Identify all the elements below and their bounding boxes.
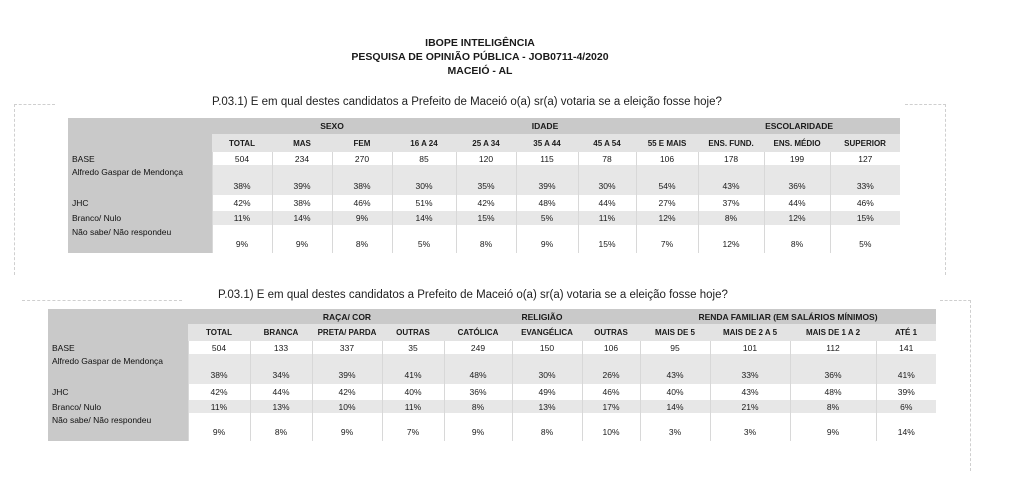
table-cell: 34% bbox=[250, 354, 312, 384]
table-cell: 14% bbox=[272, 211, 332, 225]
table-cell: 6% bbox=[876, 400, 936, 413]
table-row bbox=[48, 341, 936, 354]
column-header: ENS. MÉDIO bbox=[764, 134, 830, 152]
table-cell: 41% bbox=[382, 354, 444, 384]
table-cell: 9% bbox=[790, 413, 876, 441]
table-cell: 44% bbox=[764, 195, 830, 211]
scan-artifact bbox=[940, 300, 971, 471]
table-cell: 8% bbox=[790, 400, 876, 413]
scan-artifact bbox=[14, 104, 55, 275]
table-cell: 95 bbox=[640, 341, 710, 354]
column-header: 25 A 34 bbox=[456, 134, 516, 152]
table-cell: 8% bbox=[698, 211, 764, 225]
table-cell: 11% bbox=[212, 211, 272, 225]
header-line-1: IBOPE INTELIGÊNCIA bbox=[425, 37, 535, 49]
table-row bbox=[48, 384, 936, 400]
table-cell: 8% bbox=[764, 225, 830, 253]
row-label: Alfredo Gaspar de Mendonça bbox=[48, 354, 188, 384]
column-header: 45 A 54 bbox=[578, 134, 636, 152]
table-cell: 5% bbox=[516, 211, 578, 225]
table-cell: 14% bbox=[640, 400, 710, 413]
column-header: FEM bbox=[332, 134, 392, 152]
scan-artifact bbox=[905, 104, 946, 275]
table-cell: 7% bbox=[382, 413, 444, 441]
table-cell: 36% bbox=[790, 354, 876, 384]
table-cell: 115 bbox=[516, 152, 578, 165]
table-cell: 78 bbox=[578, 152, 636, 165]
row-label: Branco/ Nulo bbox=[68, 211, 212, 225]
table-cell: 41% bbox=[876, 354, 936, 384]
table-cell: 39% bbox=[272, 165, 332, 195]
table-cell: 46% bbox=[830, 195, 900, 211]
column-header: SUPERIOR bbox=[830, 134, 900, 152]
table-cell: 39% bbox=[312, 354, 382, 384]
row-label: JHC bbox=[48, 384, 188, 400]
table-cell: 9% bbox=[188, 413, 250, 441]
table-cell: 33% bbox=[710, 354, 790, 384]
table-cell: 12% bbox=[764, 211, 830, 225]
row-label: Alfredo Gaspar de Mendonça bbox=[68, 165, 212, 195]
column-header: OUTRAS bbox=[382, 324, 444, 341]
column-header: 55 E MAIS bbox=[636, 134, 698, 152]
table-cell: 36% bbox=[764, 165, 830, 195]
corner-cell bbox=[68, 118, 212, 152]
crosstab-table-1 bbox=[68, 118, 900, 253]
table-cell: 30% bbox=[578, 165, 636, 195]
table-cell: 9% bbox=[212, 225, 272, 253]
table-cell: 85 bbox=[392, 152, 456, 165]
table-cell: 48% bbox=[444, 354, 512, 384]
table-cell: 42% bbox=[312, 384, 382, 400]
table-cell: 39% bbox=[516, 165, 578, 195]
table-cell: 150 bbox=[512, 341, 582, 354]
table-cell: 46% bbox=[582, 384, 640, 400]
group-header-raca: RAÇA/ COR bbox=[250, 309, 444, 324]
table-cell: 12% bbox=[636, 211, 698, 225]
column-header: MAIS DE 1 A 2 bbox=[790, 324, 876, 341]
table-cell: 504 bbox=[212, 152, 272, 165]
row-label: BASE bbox=[48, 341, 188, 354]
table-cell: 54% bbox=[636, 165, 698, 195]
table-cell: 8% bbox=[332, 225, 392, 253]
column-header: OUTRAS bbox=[582, 324, 640, 341]
table-cell: 40% bbox=[382, 384, 444, 400]
table-cell: 3% bbox=[710, 413, 790, 441]
table-cell: 10% bbox=[312, 400, 382, 413]
row-label: Não sabe/ Não respondeu bbox=[48, 413, 188, 441]
table-cell: 17% bbox=[582, 400, 640, 413]
table-cell: 15% bbox=[578, 225, 636, 253]
table-cell: 337 bbox=[312, 341, 382, 354]
table-cell: 42% bbox=[456, 195, 516, 211]
row-label: Branco/ Nulo bbox=[48, 400, 188, 413]
table-cell: 43% bbox=[710, 384, 790, 400]
group-header-religiao: RELIGIÃO bbox=[444, 309, 640, 324]
table-cell: 13% bbox=[512, 400, 582, 413]
table-cell: 5% bbox=[392, 225, 456, 253]
table-cell: 106 bbox=[636, 152, 698, 165]
table-cell: 178 bbox=[698, 152, 764, 165]
table-cell: 38% bbox=[332, 165, 392, 195]
table-cell: 7% bbox=[636, 225, 698, 253]
table-cell: 21% bbox=[710, 400, 790, 413]
table-cell: 8% bbox=[512, 413, 582, 441]
table-cell: 27% bbox=[636, 195, 698, 211]
table-row bbox=[48, 400, 936, 413]
group-header-empty bbox=[188, 309, 250, 324]
group-header-sexo: SEXO bbox=[272, 118, 392, 134]
table-cell: 141 bbox=[876, 341, 936, 354]
row-label: BASE bbox=[68, 152, 212, 165]
table-row bbox=[48, 413, 936, 441]
table-cell: 8% bbox=[456, 225, 516, 253]
row-label: Não sabe/ Não respondeu bbox=[68, 225, 212, 253]
table-cell: 504 bbox=[188, 341, 250, 354]
table-cell: 13% bbox=[250, 400, 312, 413]
table-cell: 48% bbox=[516, 195, 578, 211]
table-row bbox=[68, 211, 900, 225]
table-cell: 234 bbox=[272, 152, 332, 165]
table-cell: 9% bbox=[516, 225, 578, 253]
column-header: 16 A 24 bbox=[392, 134, 456, 152]
table-cell: 39% bbox=[876, 384, 936, 400]
table-row bbox=[68, 195, 900, 211]
table-cell: 38% bbox=[212, 165, 272, 195]
table-cell: 199 bbox=[764, 152, 830, 165]
table-cell: 11% bbox=[382, 400, 444, 413]
table-cell: 30% bbox=[512, 354, 582, 384]
table-cell: 42% bbox=[212, 195, 272, 211]
question-title-1: P.03.1) E em qual destes candidatos a Prefeito de Maceió o(a) sr(a) votaria se a eleição fosse hoje? bbox=[212, 96, 722, 108]
table-cell: 106 bbox=[582, 341, 640, 354]
scan-artifact bbox=[22, 300, 182, 302]
table-cell: 15% bbox=[456, 211, 516, 225]
header-line-3: MACEIÓ - AL bbox=[447, 65, 513, 77]
table-cell: 5% bbox=[830, 225, 900, 253]
table-cell: 112 bbox=[790, 341, 876, 354]
column-header: EVANGÉLICA bbox=[512, 324, 582, 341]
crosstab-table-2 bbox=[48, 309, 936, 441]
group-header-escolaridade: ESCOLARIDADE bbox=[698, 118, 900, 134]
corner-cell bbox=[48, 309, 188, 341]
table-cell: 11% bbox=[578, 211, 636, 225]
table-cell: 249 bbox=[444, 341, 512, 354]
column-header: MAIS DE 2 A 5 bbox=[710, 324, 790, 341]
table-cell: 43% bbox=[640, 354, 710, 384]
column-header: 35 A 44 bbox=[516, 134, 578, 152]
table-cell: 35% bbox=[456, 165, 516, 195]
table-cell: 38% bbox=[188, 354, 250, 384]
table-cell: 35 bbox=[382, 341, 444, 354]
header-line-2: PESQUISA DE OPINIÃO PÚBLICA - JOB0711-4/2020 bbox=[351, 51, 609, 63]
table-cell: 12% bbox=[698, 225, 764, 253]
table-cell: 48% bbox=[790, 384, 876, 400]
column-header: MAS bbox=[272, 134, 332, 152]
column-header: PRETA/ PARDA bbox=[312, 324, 382, 341]
table-cell: 44% bbox=[578, 195, 636, 211]
table-row bbox=[68, 165, 900, 195]
group-header-renda: RENDA FAMILIAR (EM SALÁRIOS MÍNIMOS) bbox=[640, 309, 936, 324]
table-cell: 33% bbox=[830, 165, 900, 195]
group-header-idade: IDADE bbox=[392, 118, 698, 134]
table-cell: 36% bbox=[444, 384, 512, 400]
table-cell: 11% bbox=[188, 400, 250, 413]
table-cell: 120 bbox=[456, 152, 516, 165]
table-cell: 10% bbox=[582, 413, 640, 441]
column-header: ATÉ 1 bbox=[876, 324, 936, 341]
table-cell: 133 bbox=[250, 341, 312, 354]
table-cell: 9% bbox=[444, 413, 512, 441]
table-cell: 3% bbox=[640, 413, 710, 441]
table-row bbox=[68, 152, 900, 165]
table-cell: 51% bbox=[392, 195, 456, 211]
table-cell: 40% bbox=[640, 384, 710, 400]
table-cell: 9% bbox=[272, 225, 332, 253]
table-cell: 42% bbox=[188, 384, 250, 400]
table-cell: 15% bbox=[830, 211, 900, 225]
table-cell: 44% bbox=[250, 384, 312, 400]
column-header: MAIS DE 5 bbox=[640, 324, 710, 341]
column-header: TOTAL bbox=[212, 134, 272, 152]
table-cell: 8% bbox=[250, 413, 312, 441]
table-cell: 9% bbox=[312, 413, 382, 441]
table-cell: 38% bbox=[272, 195, 332, 211]
table-cell: 46% bbox=[332, 195, 392, 211]
table-cell: 127 bbox=[830, 152, 900, 165]
group-header-empty bbox=[212, 118, 272, 134]
column-header: TOTAL bbox=[188, 324, 250, 341]
table-cell: 37% bbox=[698, 195, 764, 211]
table-cell: 101 bbox=[710, 341, 790, 354]
question-title-2: P.03.1) E em qual destes candidatos a Prefeito de Maceió o(a) sr(a) votaria se a eleição fosse hoje? bbox=[218, 289, 728, 301]
row-label: JHC bbox=[68, 195, 212, 211]
table-cell: 49% bbox=[512, 384, 582, 400]
table-cell: 26% bbox=[582, 354, 640, 384]
table-cell: 14% bbox=[876, 413, 936, 441]
column-header: BRANCA bbox=[250, 324, 312, 341]
table-cell: 9% bbox=[332, 211, 392, 225]
table-row bbox=[48, 354, 936, 384]
table-row bbox=[68, 225, 900, 253]
table-cell: 30% bbox=[392, 165, 456, 195]
column-header: ENS. FUND. bbox=[698, 134, 764, 152]
column-header: CATÓLICA bbox=[444, 324, 512, 341]
table-cell: 14% bbox=[392, 211, 456, 225]
table-cell: 8% bbox=[444, 400, 512, 413]
report-header bbox=[0, 36, 960, 78]
table-cell: 270 bbox=[332, 152, 392, 165]
table-cell: 43% bbox=[698, 165, 764, 195]
